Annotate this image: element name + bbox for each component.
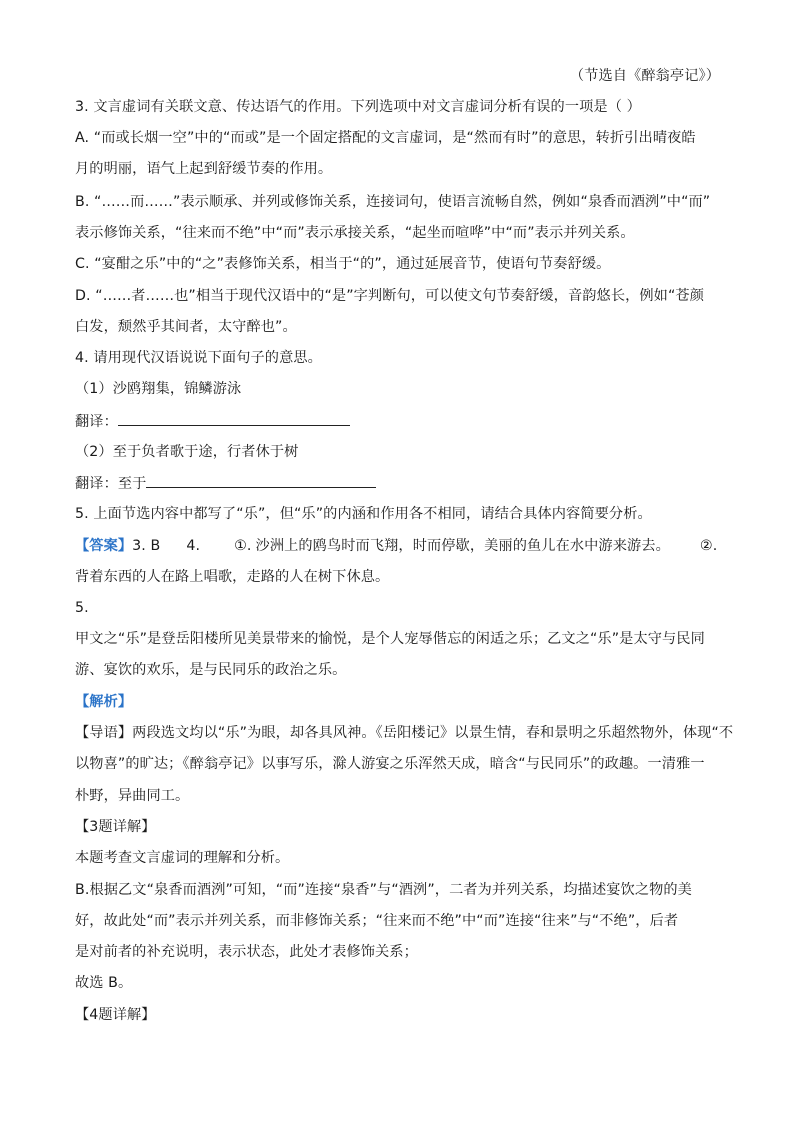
- answer-4-part-1: 沙洲上的鸥鸟时而飞翔，时而停歇，美丽的鱼儿在水中游来游去。: [255, 538, 670, 554]
- answer-5-line-1: 甲文之“乐”是登岳阳楼所见美景带来的愉悦，是个人宠辱偕忘的闲适之乐；乙文之“乐”是太守与民同: [75, 631, 705, 647]
- q4-detail-heading: 【4题详解】: [75, 1007, 156, 1023]
- answer-blank-1[interactable]: [118, 411, 350, 426]
- guide-line-1: 【导语】两段选文均以“乐”为眼，却各具风神。《岳阳楼记》以景生情，春和景明之乐超然物外，体现“不: [75, 725, 734, 741]
- answer-4-part-2: 背着东西的人在路上唱歌，走路的人在树下休息。: [75, 569, 390, 585]
- answer-4-label: 4.: [186, 538, 201, 554]
- guide-line-3: 朴野，异曲同工。: [75, 788, 190, 804]
- q3-detail-line-3: 好，故此处“而”表示并列关系，而非修饰关系；“往来而不绝”中“而”连接“往来”与“不绝”，后者: [75, 913, 679, 929]
- q3-detail-line-5: 故选 B。: [75, 975, 133, 991]
- option-d-line-1: D. “……者……也”相当于现代汉语中的“是”字判断句，可以使文句节奏舒缓，音韵悠长，例如“苍颜: [75, 288, 704, 304]
- answer-5-label: 5.: [75, 600, 89, 616]
- answer-5-line-2: 游、宴饮的欢乐，是与民同乐的政治之乐。: [75, 662, 347, 678]
- q3-detail-line-1: 本题考查文言虚词的理解和分析。: [75, 850, 290, 866]
- answer-line-1: [75, 536, 725, 556]
- answer-tag: 【答案】: [75, 538, 133, 554]
- question-4-stem: 4. 请用现代汉语说说下面句子的意思。: [75, 350, 322, 366]
- option-c-line-1: C. “宴酣之乐”中的“之”表修饰关系，相当于“的”，通过延展音节，使语句节奏舒缓。: [75, 256, 611, 272]
- answer-3: 3. B: [132, 538, 161, 554]
- question-4-sentence-2: （2）至于负者歌于途，行者休于树: [75, 444, 299, 460]
- answer-4-number-1: ①.: [234, 538, 252, 554]
- question-4-translation-1: [75, 411, 725, 432]
- source-note: （节选自《醉翁亭记》）: [569, 68, 720, 84]
- analysis-tag: 【解析】: [75, 694, 133, 710]
- q3-detail-line-4: 是对前者的补充说明，表示状态，此处才表修饰关系；: [75, 944, 418, 960]
- q3-detail-heading: 【3题详解】: [75, 819, 156, 835]
- question-3-stem: 3. 文言虚词有关联文意、传达语气的作用。下列选项中对文言虚词分析有误的一项是（ ）: [75, 99, 641, 115]
- question-5-stem: 5. 上面节选内容中都写了“乐”，但“乐”的内涵和作用各不相同，请结合具体内容简要分析。: [75, 506, 652, 522]
- translation-label-1: 翻译：: [75, 414, 118, 430]
- answer-blank-2[interactable]: [146, 473, 376, 488]
- option-a-line-2: 月的明丽，语气上起到舒缓节奏的作用。: [75, 161, 333, 177]
- option-b-line-2: 表示修饰关系，“往来而不绝”中“而”表示承接关系，“起坐而喧哗”中“而”表示并列关系。: [75, 225, 635, 241]
- answer-4-number-2: ②.: [699, 538, 718, 554]
- question-4-sentence-1: （1）沙鸥翔集，锦鳞游泳: [75, 381, 242, 397]
- q3-detail-line-2: B.根据乙文“泉香而酒洌”可知，“而”连接“泉香”与“酒洌”，二者为并列关系，均描述宴饮之物的美: [75, 882, 692, 898]
- question-4-translation-2: [75, 473, 725, 494]
- option-d-line-2: 白发，颓然乎其间者，太守醉也”。: [75, 319, 297, 335]
- guide-line-2: 以物喜”的旷达；《醉翁亭记》以事写乐，滁人游宴之乐浑然天成，暗含“与民同乐”的政趣。一清雅一: [75, 756, 705, 772]
- translation-label-2: 翻译：至于: [75, 476, 147, 492]
- option-b-line-1: B. “……而……”表示顺承、并列或修饰关系，连接词句，使语言流畅自然，例如“泉香而酒洌”中“而”: [75, 194, 711, 210]
- option-a-line-1: A. “而或长烟一空”中的“而或”是一个固定搭配的文言虚词，是“然而有时”的意思，转折引出晴夜皓: [75, 130, 696, 146]
